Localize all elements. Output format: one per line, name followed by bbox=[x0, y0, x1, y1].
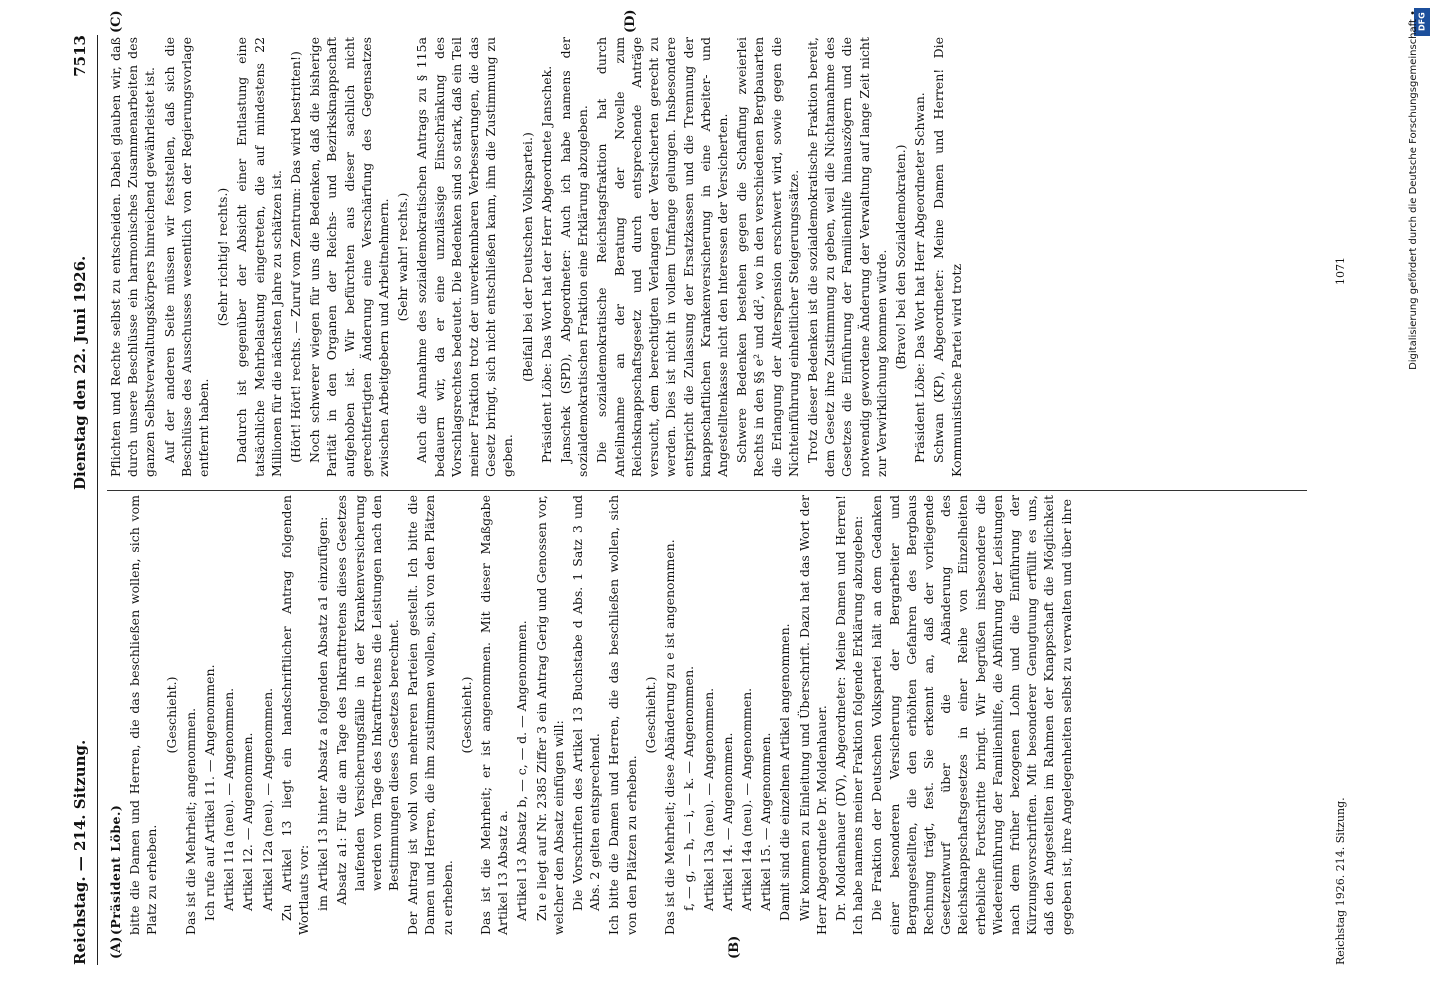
paragraph: Schwere Bedenken bestehen gegen die Schaffung zweierlei Rechts in den §§ e² und dd², wo in den verschiedenen Bergbauarten die Erlangung der Alterspension erschwert wird, sowie gegen die Nichteinführung einheitlicher Steigerungssätze. bbox=[734, 37, 801, 477]
paragraph: Artikel 15. — Angenommen. bbox=[758, 732, 774, 911]
footer-left: Reichstag 1926. 214. Sitzung. bbox=[1334, 797, 1347, 965]
margin-marker-b: (B) bbox=[727, 935, 742, 959]
paragraph: (Bravo! bei den Sozialdemokraten.) bbox=[892, 144, 908, 370]
paragraph: Absatz a1: Für die am Tage des Inkrafttretens dieses Gesetzes laufenden Versicherungsfälle in der Krankenversicherung werden vom Tage des Inkrafttretens die Leistungen nach den Bestimmungen dieses Gesetzes berechnet. bbox=[334, 495, 402, 905]
header-center: Dienstag den 22. Juni 1926. bbox=[71, 255, 89, 490]
paragraph: Artikel 14. — Angenommen. bbox=[719, 732, 735, 911]
paragraph: (Hört! Hört! rechts. — Zuruf vom Zentrum: Das wird bestritten!) bbox=[288, 51, 304, 463]
paragraph: Das ist die Mehrheit; angenommen. bbox=[182, 707, 198, 935]
header-left: Reichstag. — 214. Sitzung. bbox=[71, 739, 89, 965]
paragraph: Schwan (KP), Abgeordneter: Meine Damen und Herren! Die Kommunistische Partei wird trotz bbox=[931, 37, 964, 477]
paragraph: im Artikel 13 hinter Absatz a folgenden Absatz a1 einzufügen: bbox=[315, 516, 331, 911]
paragraph: Dr. Moldenhauer (DV), Abgeordneter: Meine Damen und Herren! Ich habe namens meiner Fraktion folgende Erklärung abzugeben: bbox=[832, 495, 866, 935]
side-credit-text: Digitalisierung gefördert durch die Deutsche Forschungsgemeinschaft • bbox=[1408, 10, 1419, 370]
paragraph: bitte die Damen und Herren, die das beschließen wollen, sich vom Platz zu erheben. bbox=[127, 495, 160, 935]
paragraph: Zu e liegt auf Nr. 2385 Ziffer 3 ein Antrag Gerig und Genossen vor, welcher den Absatz einfügen will: bbox=[533, 495, 566, 935]
margin-marker-a: (A) bbox=[109, 936, 124, 959]
paragraph: Zu Artikel 13 liegt ein handschriftlicher Antrag folgenden Wortlauts vor: bbox=[278, 495, 312, 935]
paragraph: Die Vorschriften des Artikel 13 Buchstabe d Abs. 1 Satz 3 und Abs. 2 gelten entsprechend. bbox=[570, 495, 603, 911]
paragraph: (Sehr wahr! rechts.) bbox=[395, 192, 411, 322]
paragraph: Artikel 12. — Angenommen. bbox=[240, 732, 256, 911]
header-rule bbox=[97, 35, 98, 965]
side-credit bbox=[1408, 10, 1432, 990]
paragraph: Artikel 13a (neu). — Angenommen. bbox=[700, 687, 716, 911]
paragraph: f, — g, — h, — i, — k. — Angenommen. bbox=[681, 665, 697, 911]
paragraph: Wir kommen zu Einleitung und Überschrift. Dazu hat das Wort der Herr Abgeordnete Dr. Moldenhauer. bbox=[796, 495, 829, 935]
paragraph: (Geschieht.) bbox=[642, 676, 658, 754]
paragraph: Artikel 13 Absatz b, — c, — d. — Angenommen. bbox=[514, 620, 530, 921]
column-divider bbox=[107, 490, 1307, 491]
paragraph: (Präsident Löbe.) bbox=[108, 804, 123, 935]
right-column bbox=[107, 37, 967, 477]
paragraph: Trotz dieser Bedenken ist die sozialdemokratische Fraktion bereit, dem Gesetz ihre Zustimmung zu geben, weil die Nichtannahme des Gesetzes die Einführung der Familienhilfe hinauszögern und die notwendig gewordene Änderung der Verwaltung auf lange Zeit nicht zur Verwirklichung kommen würde. bbox=[804, 37, 889, 477]
paragraph: Noch schwerer wiegen für uns die Bedenken, daß die bisherige Parität in den Organen der Reichs- und Bezirksknappschaft aufgehoben ist. Wir befürchten aus dieser sachlich nicht gerechtfertigten Änderung eine Verschärfung des Gegensatzes zwischen Arbeitgebern und Arbeitnehmern. bbox=[307, 37, 392, 477]
left-column bbox=[107, 495, 1077, 935]
paragraph: (Beifall bei der Deutschen Volkspartei.) bbox=[519, 132, 535, 382]
paragraph: Pflichten und Rechte selbst zu entscheiden. Dabei glauben wir, daß durch unsere Beschlüsse ein harmonisches Zusammenarbeiten des ganzen Selbstverwaltungskörpers hinreichend gewährleistet ist. bbox=[108, 37, 158, 477]
paragraph: Präsident Löbe: Das Wort hat der Herr Abgeordnete Janschek. bbox=[538, 65, 554, 463]
paragraph: Auf der anderen Seite müssen wir feststellen, daß sich die Beschlüsse des Ausschusses wesentlich von der Regierungsvorlage entfernt haben. bbox=[161, 37, 212, 477]
paragraph: Dadurch ist gegenüber der Absicht einer Entlastung eine tatsächliche Mehrbelastung eingetreten, die auf mindestens 22 Millionen für die nächsten Jahre zu schätzen ist. bbox=[234, 37, 284, 477]
page-number: 7513 bbox=[71, 35, 89, 77]
paragraph: (Geschieht.) bbox=[458, 676, 474, 754]
paragraph: Das ist die Mehrheit; diese Abänderung zu e ist angenommen. bbox=[662, 539, 678, 935]
paragraph: Artikel 12a (neu). — Angenommen. bbox=[259, 687, 275, 911]
paragraph: Die Fraktion der Deutschen Volkspartei hält an dem Gedanken einer besonderen Versicherung der Bergarbeiter und Bergangestellten, die den erhöhten Gefahren des Bergbaus Rechnung trägt, fest. Sie erkennt an, daß der vorliegende Gesetzentwurf über die Abänderung des Reichsknappschaftsgesetzes in einer Reihe von Einzelheiten erhebliche Fortschritte bringt. Wir begrüßen insbesondere die Wiedereinführung der Familienhilfe, die Abführung der Leistungen nach dem früher bezogenen Lohn und die Einführung der Kürzungsvorschriften. Mit besonderer Genugtuung erfüllt es uns, daß den Angestellten im Rahmen der Knappschaft die Möglichkeit gegeben ist, ihre Angelegenheiten selbst zu verwalten und über ihre bbox=[869, 495, 1074, 935]
footer-page-number: 1071 bbox=[1334, 257, 1347, 285]
margin-marker-d: (D) bbox=[623, 9, 638, 33]
document-page bbox=[67, 9, 1367, 965]
paragraph: Ich rufe auf Artikel 11. — Angenommen. bbox=[202, 664, 218, 921]
dfg-logo: DFG bbox=[1414, 8, 1430, 36]
paragraph: (Sehr richtig! rechts.) bbox=[215, 187, 231, 327]
paragraph: Der Antrag ist wohl von mehreren Parteien gestellt. Ich bitte die Damen und Herren, die ihm zustimmen wollen, sich von den Plätzen zu erheben. bbox=[405, 495, 455, 935]
paragraph: Das ist die Mehrheit; er ist angenommen. Mit dieser Maßgabe Artikel 13 Absatz a. bbox=[478, 495, 511, 935]
paragraph: Janschek (SPD), Abgeordneter: Auch ich habe namens der sozialdemokratischen Fraktion eine Erklärung abzugeben. bbox=[558, 37, 591, 477]
paragraph: Damit sind die einzelnen Artikel angenommen. bbox=[777, 623, 793, 921]
paragraph: Artikel 11a (neu). — Angenommen. bbox=[221, 687, 237, 911]
paragraph: Artikel 14a (neu). — Angenommen. bbox=[738, 687, 754, 911]
margin-marker-c: (C) bbox=[109, 10, 124, 33]
paragraph: Präsident Löbe: Das Wort hat Herr Abgeordneter Schwan. bbox=[912, 92, 928, 463]
paragraph: Auch die Annahme des sozialdemokratischen Antrags zu § 115a bedauern wir, da er eine unzulässige Einschränkung des Vorschlagsrechtes bedeutet. Die Bedenken sind so stark, daß ein Teil meiner Fraktion trotz der unverkennbaren Verbesserungen, die das Gesetz bringt, sich nicht entschließen kann, ihm die Zustimmung zu geben. bbox=[414, 37, 516, 477]
paragraph: (Geschieht.) bbox=[163, 676, 179, 754]
paragraph: Ich bitte die Damen und Herren, die das beschließen wollen, sich von den Plätzen zu erheben. bbox=[606, 495, 639, 935]
paragraph: Die sozialdemokratische Reichstagsfraktion hat durch Anteilnahme an der Beratung der Novelle zum Reichsknappschaftsgesetz und durch entsprechende Anträge versucht, dem berechtigten Verlangen der Versicherten gerecht zu werden. Dies ist nicht in vollem Umfange gelungen. Insbesondere entspricht die Zulassung der Ersatzkassen und die Trennung der knappschaftlichen Krankenversicherung in eine Arbeiter- und Angestelltenkasse nicht den Interessen der Versicherten. bbox=[594, 37, 730, 477]
